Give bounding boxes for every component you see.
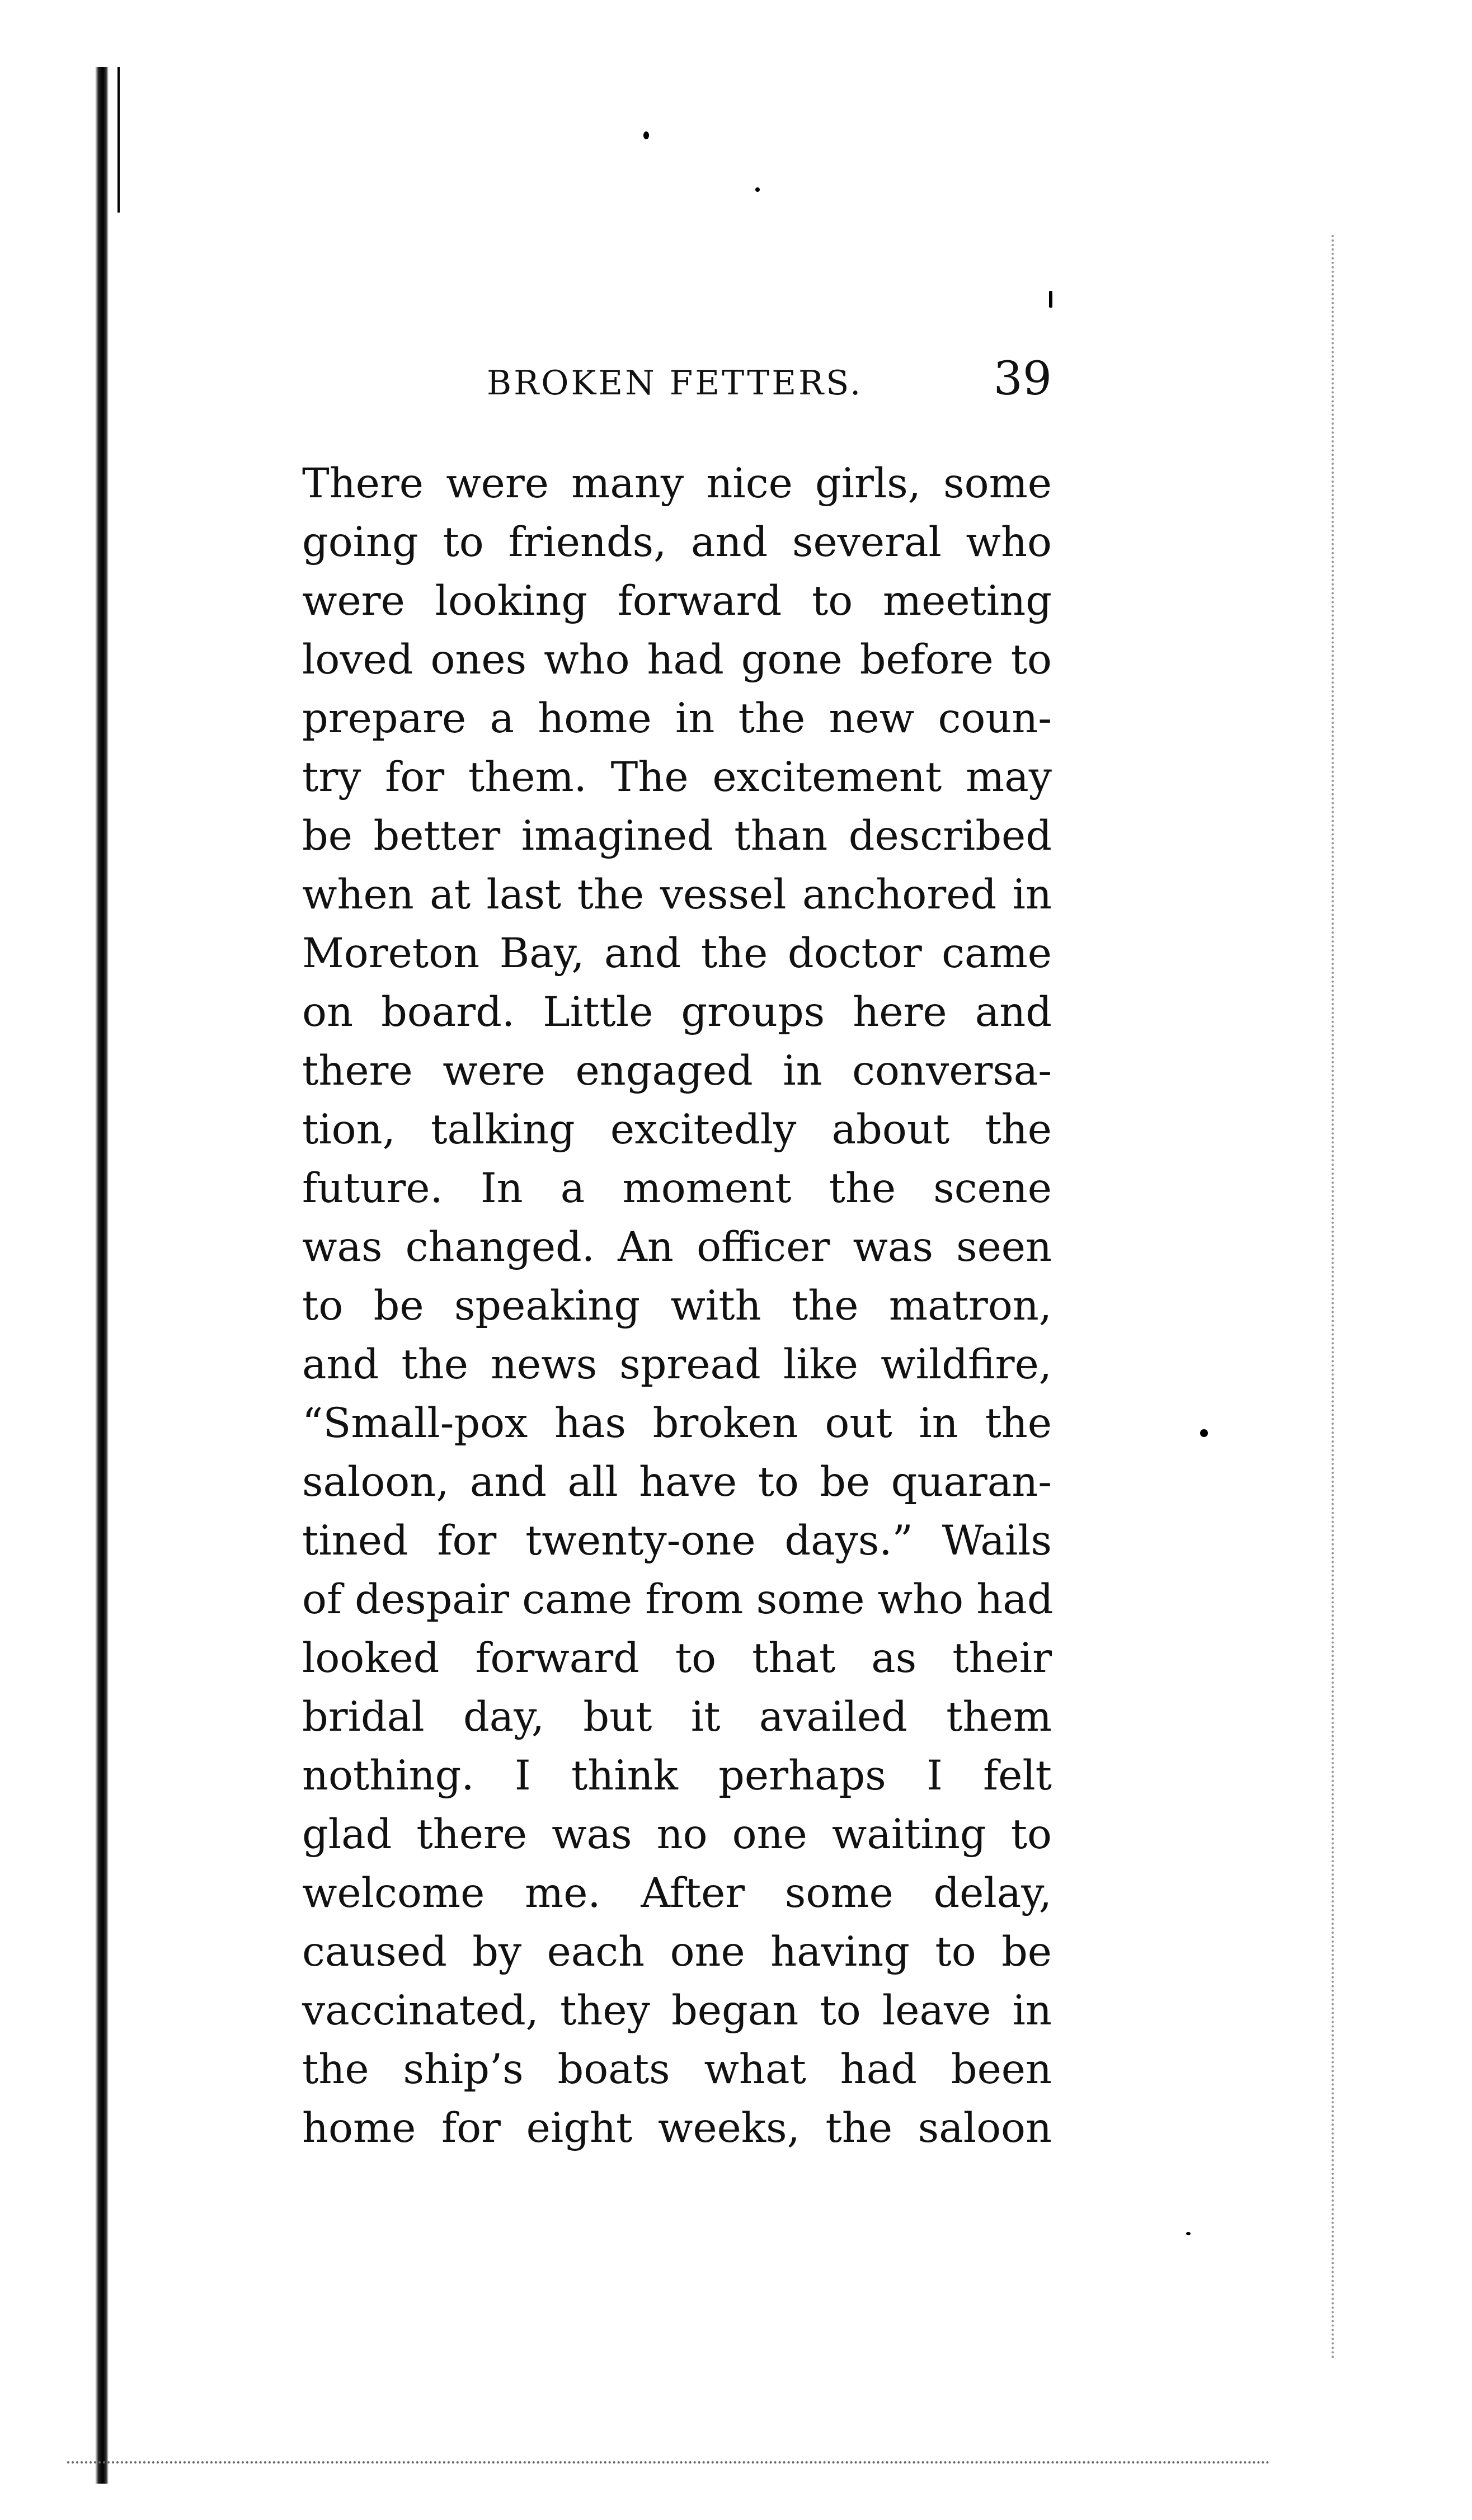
running-head: [302, 352, 1052, 408]
text-line: the ship’s boats what had been: [302, 2046, 1052, 2093]
text-line: loved ones who had gone before to: [302, 636, 1052, 684]
scan-speck: [1049, 291, 1052, 308]
text-line: nothing. I think perhaps I felt: [302, 1752, 1052, 1800]
text-line: vaccinated, they began to leave in: [302, 1987, 1052, 2034]
text-line: were looking forward to meeting: [302, 577, 1052, 625]
text-line: bridal day, but it availed them: [302, 1693, 1052, 1741]
text-line: welcome me. After some delay,: [302, 1869, 1052, 1917]
text-line: tion, talking excitedly about the: [302, 1106, 1052, 1153]
text-line: on board. Little groups here and: [302, 988, 1052, 1036]
scan-edge-bottom: [67, 2461, 1270, 2465]
text-line: Moreton Bay, and the doctor came: [302, 930, 1052, 977]
scan-speck: [1186, 2232, 1191, 2235]
scan-speckle-right: [1332, 235, 1336, 2361]
text-line: caused by each one having to be: [302, 1928, 1052, 1976]
running-title: BROKEN FETTERS.: [487, 364, 863, 403]
text-line: saloon, and all have to be quaran-: [302, 1458, 1052, 1506]
text-line: tined for twenty-one days.” Wails: [302, 1517, 1052, 1565]
page-number: 39: [993, 352, 1052, 406]
text-line: home for eight weeks, the saloon: [302, 2104, 1052, 2152]
text-line: “Small-pox has broken out in the: [302, 1400, 1052, 1447]
scan-speck: [1200, 1429, 1208, 1437]
text-line: there were engaged in conversa-: [302, 1047, 1052, 1095]
text-line: try for them. The excitement may: [302, 753, 1052, 801]
text-line: future. In a moment the scene: [302, 1165, 1052, 1212]
text-line: and the news spread like wildfire,: [302, 1341, 1052, 1388]
scan-speck: [755, 187, 760, 192]
binding-edge-top: [117, 67, 120, 213]
binding-edge: [95, 67, 109, 2484]
text-line: to be speaking with the matron,: [302, 1282, 1052, 1330]
scan-speck: [643, 131, 649, 139]
text-line: when at last the vessel anchored in: [302, 871, 1052, 918]
text-line: There were many nice girls, some: [302, 460, 1052, 507]
body-text: [302, 454, 1052, 2158]
text-line: be better imagined than described: [302, 812, 1052, 860]
text-line: glad there was no one waiting to: [302, 1811, 1052, 1858]
text-line: was changed. An officer was seen: [302, 1223, 1052, 1271]
text-line: looked forward to that as their: [302, 1635, 1052, 1682]
text-line: prepare a home in the new coun-: [302, 695, 1052, 742]
text-line: going to friends, and several who: [302, 519, 1052, 566]
text-line: of despair came from some who had: [302, 1576, 1054, 1623]
